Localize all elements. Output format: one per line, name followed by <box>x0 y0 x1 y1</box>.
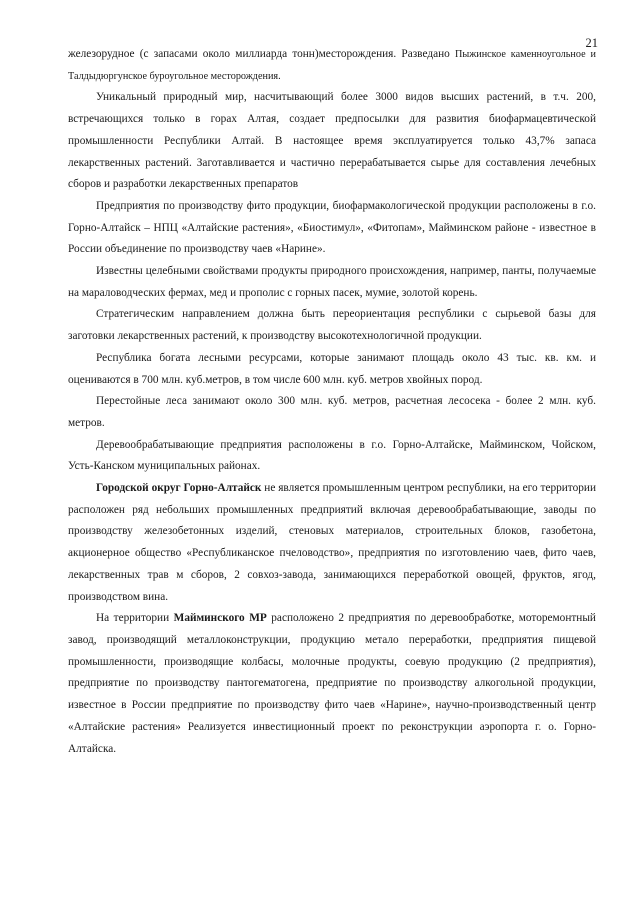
mayminsky-heading: Майминского МР <box>173 612 267 625</box>
gorno-altaysk-text: не является промышленным центром республики, на его территории расположен ряд небольших промышленных предприятий включая деревообрабатывающие, заводы по производству железобетонных изделий, стеновых материалов, строительных блоков, газобетона, акционерное общество «Республиканское пчеловодство», предприятия по изготовлению чаев, фито чаев, лекарственных трав м сборов, 2 совхоз-завода, занимающихся переработкой овощей, фруктов, ягод, производством вина. <box>68 482 596 603</box>
page-number: 21 <box>585 36 598 50</box>
paragraph-natural-products: Известны целебными свойствами продукты природного происхождения, например, панты, получаемые на мараловодческих фермах, мед и прополис с горных пасек, мумие, золотой корень. <box>68 265 596 299</box>
mayminsky-intro-text: На территории <box>96 612 174 625</box>
paragraph-woodworking: Деревообрабатывающие предприятия расположены в г.о. Горно-Алтайске, Майминском, Чойском, Усть-Канском муниципальных районах. <box>68 438 596 473</box>
body-text <box>68 44 596 760</box>
paragraph-overmature-forests: Перестойные леса занимают около 300 млн. куб. метров, расчетная лесосека - более 2 млн. куб. метров. <box>68 395 596 429</box>
mayminsky-text: расположено 2 предприятия по деревообработке, моторемонтный завод, производящий металлоконструкции, продукцию метало переработки, предприятия пищевой промышленности, производящие колбасы, молочные продукты, соевую продукцию (2 предприятия), предприятие по производству пантогематогена, предприятие по производству алкогольной продукции, известное в России предприятие по производству фито чаев «Нарине», научно-производственный центр «Алтайские растения» Реализуется инвестиционный проект по реконструкции аэропорта г. о. Горно-Алтайска. <box>68 612 596 755</box>
paragraph-continuation-small-text: Пыжинское каменноугольное и Талдыдюргунское буроугольное месторождения. <box>68 49 596 82</box>
paragraph-gorno-altaysk <box>68 478 596 608</box>
paragraph-mayminsky <box>68 608 596 760</box>
gorno-altaysk-heading: Городской округ Горно-Алтайск <box>96 482 262 495</box>
paragraph-continuation <box>68 44 596 87</box>
paragraph-continuation-text: железорудное (с запасами около миллиарда тонн)месторождения. Разведано <box>68 48 456 60</box>
paragraph-phyto-enterprises: Предприятия по производству фито продукции, биофармакологической продукции расположены в г.о. Горно-Алтайск – НПЦ «Алтайские растения», «Биостимул», «Фитопам», Майминском районе - известное в России объединение по производству чаев «Нарине». <box>68 199 596 256</box>
paragraph-flora: Уникальный природный мир, насчитывающий более 3000 видов высших растений, в т.ч. 200, встречающихся только в горах Алтая, создает предпосылки для развития биофармацевтической промышленности Республики Алтай. В настоящее время эксплуатируется только 43,7% запаса лекарственных растений. Заготавливается и частично перерабатывается сырье для составления лечебных сборов и разработки лекарственных препаратов <box>68 91 596 191</box>
paragraph-forest-resources: Республика богата лесными ресурсами, которые занимают площадь около 43 тыс. кв. км. и оцениваются в 700 млн. куб.метров, в том числе 600 млн. куб. метров хвойных пород. <box>68 351 596 386</box>
paragraph-strategy: Стратегическим направлением должна быть переориентация республики с сырьевой базы для заготовки лекарственных растений, к производству высокотехнологичной продукции. <box>68 308 596 343</box>
